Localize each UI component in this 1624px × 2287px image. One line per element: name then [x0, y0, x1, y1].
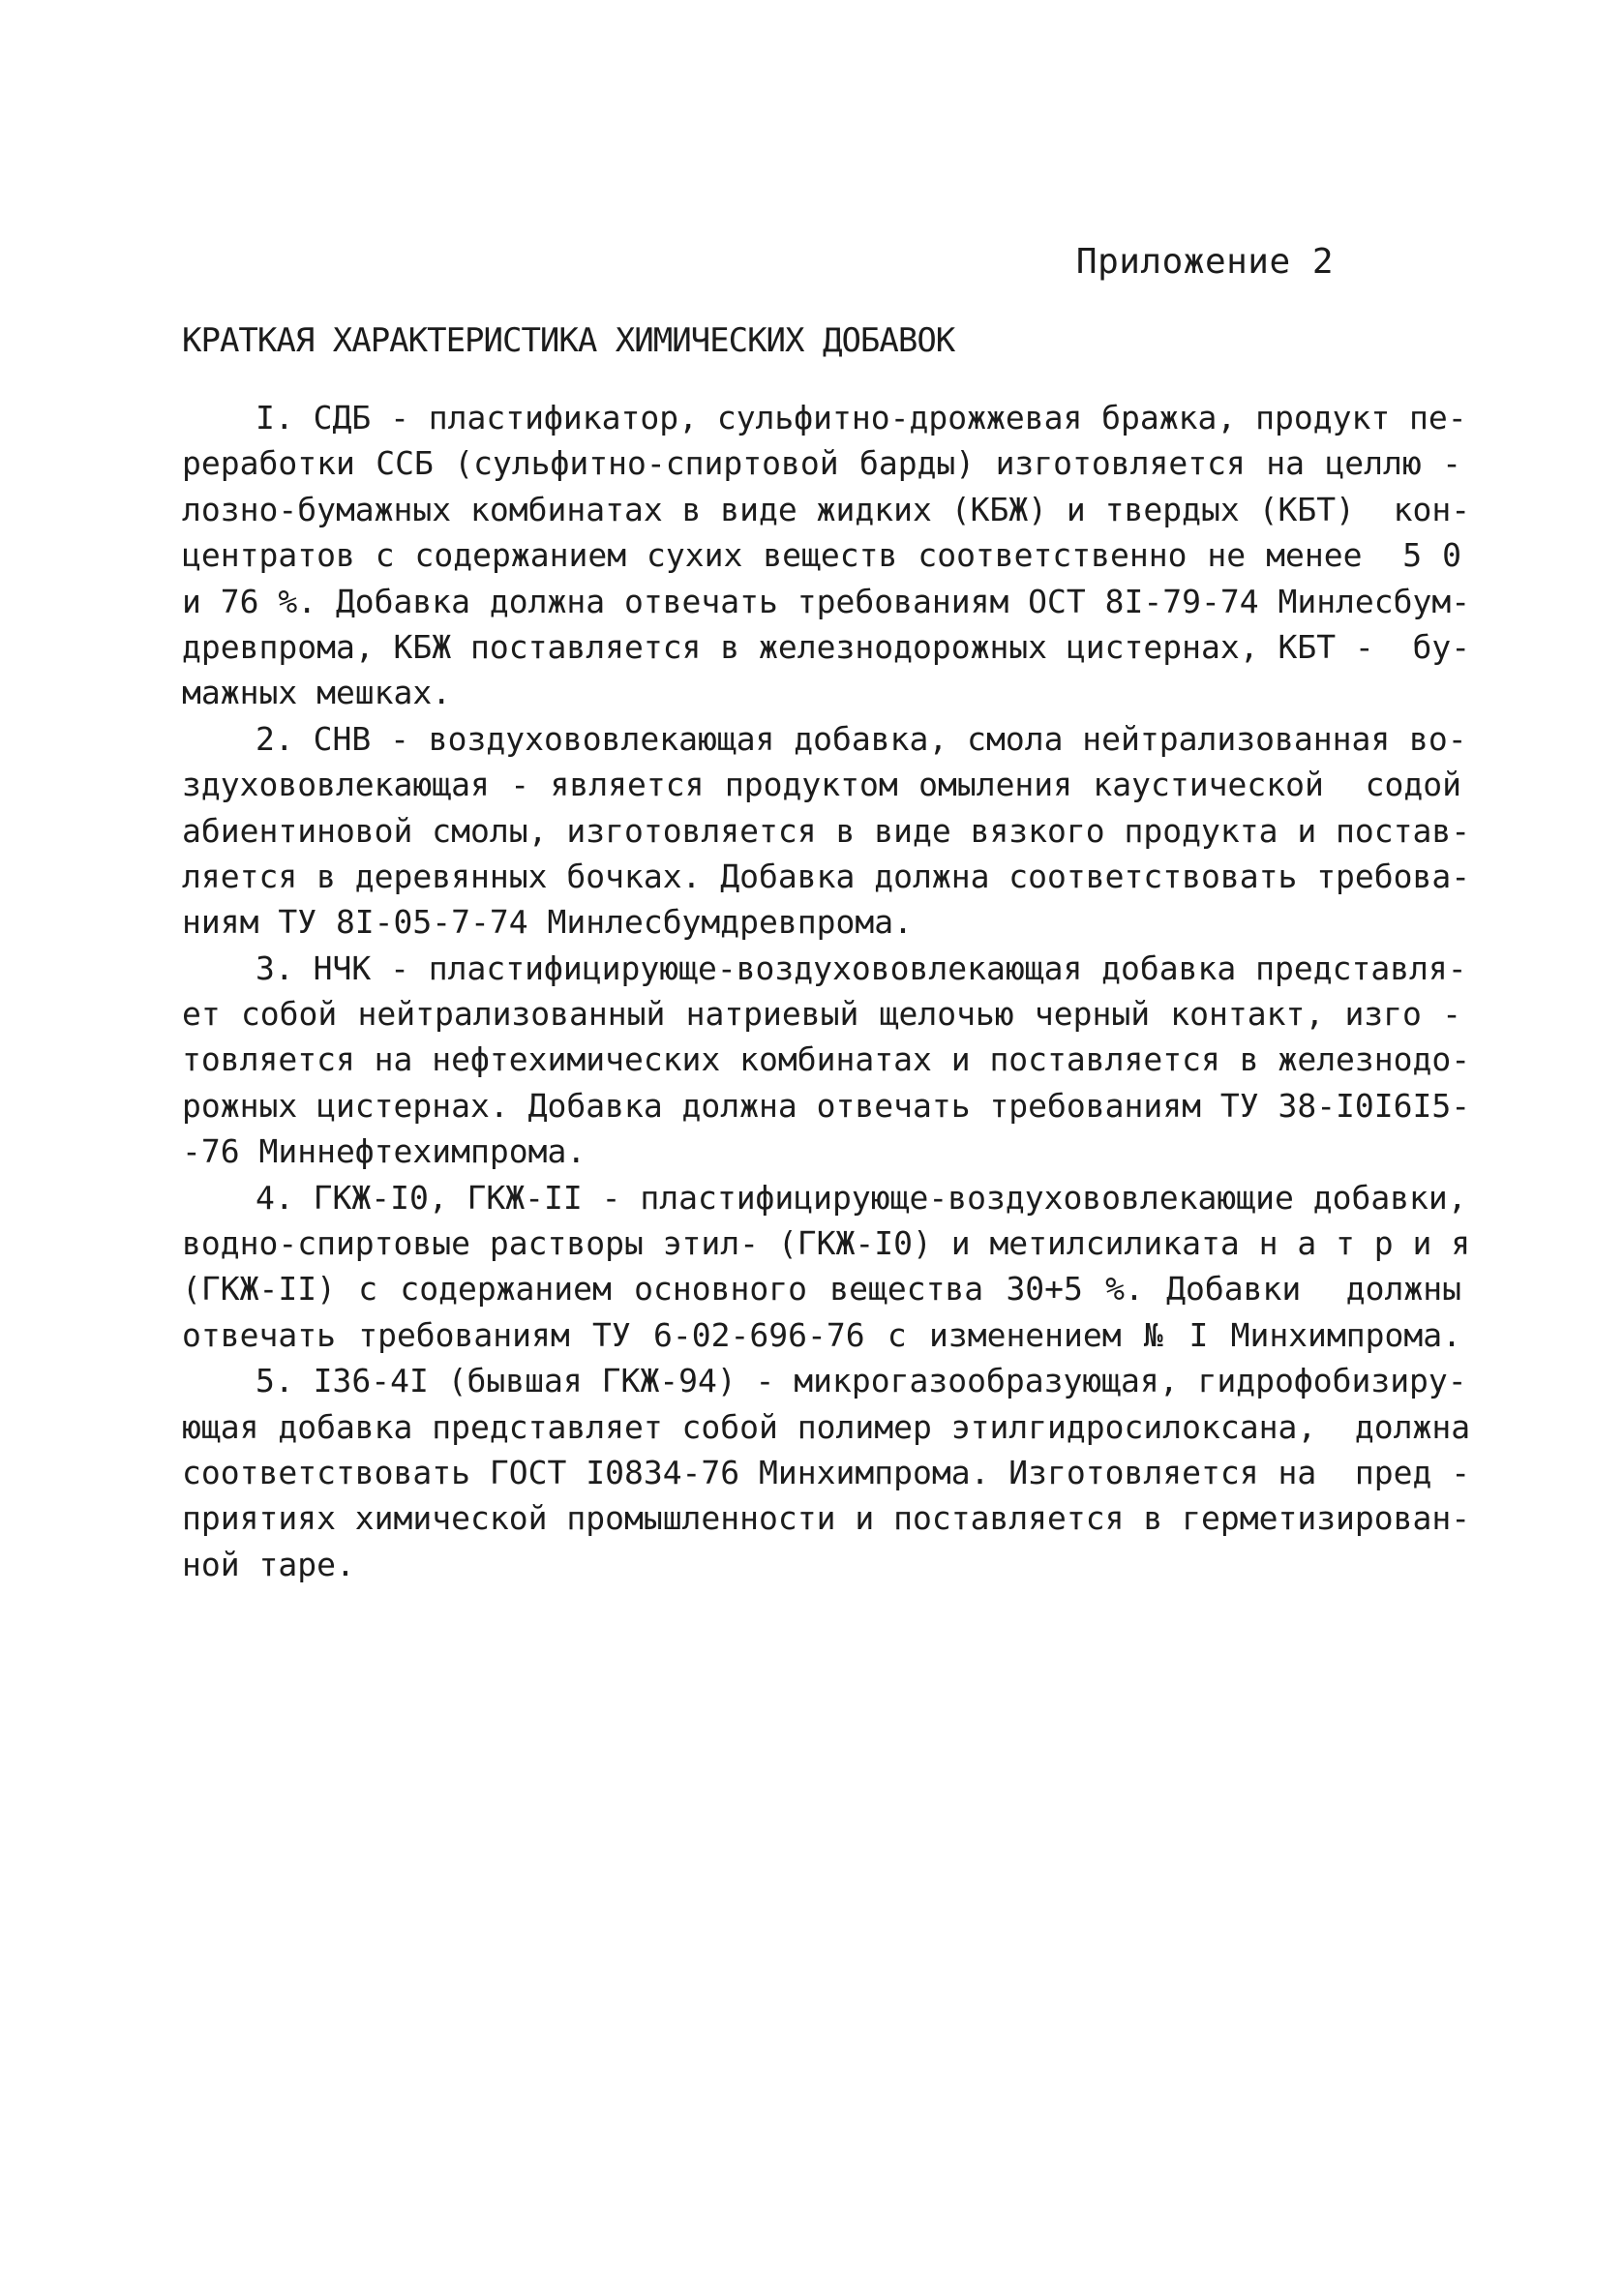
- paragraph-5: [182, 1358, 1471, 1587]
- text-line: здухововлекающая - является продуктом омыления каустической содой: [182, 766, 1461, 804]
- appendix-label: Приложение 2: [1075, 242, 1334, 282]
- document-title: КРАТКАЯ ХАРАКТЕРИСТИКА ХИМИЧЕСКИХ ДОБАВОК: [182, 321, 955, 360]
- text-line: 2. СНВ - воздухововлекающая добавка, смола нейтрализованная во-: [256, 719, 1467, 758]
- text-line: ной таре.: [182, 1545, 355, 1583]
- text-line: соответствовать ГОСТ I0834-76 Минхимпрома. Изготовляется на пред -: [182, 1453, 1471, 1491]
- text-line: водно-спиртовые растворы этил- (ГКЖ-I0) и метилсиликата н а т р и я: [182, 1224, 1471, 1263]
- paragraph-1: [182, 395, 1471, 716]
- text-line: 5. I36-4I (бывшая ГКЖ-94) - микрогазообразующая, гидрофобизиру-: [256, 1362, 1467, 1400]
- text-line: товляется на нефтехимических комбинатах и поставляется в железнодо-: [182, 1040, 1471, 1079]
- document-body: [182, 395, 1471, 1587]
- paragraph-4: [182, 1175, 1471, 1359]
- paragraph-3: [182, 946, 1471, 1175]
- text-line: отвечать требованиям ТУ 6-02-696-76 с изменением № I Минхимпрома.: [182, 1315, 1461, 1354]
- text-line: ниям ТУ 8I-05-7-74 Минлесбумдревпрома.: [182, 903, 913, 942]
- text-line: (ГКЖ-II) с содержанием основного вещества 30+5 %. Добавки должны: [182, 1270, 1461, 1309]
- text-line: реработки ССБ (сульфитно-спиртовой барды) изготовляется на целлю -: [182, 444, 1461, 483]
- text-line: древпрома, КБЖ поставляется в железнодорожных цистернах, КБТ - бу-: [182, 627, 1471, 666]
- text-line: ющая добавка представляет собой полимер этилгидросилоксана, должна: [182, 1407, 1471, 1446]
- text-line: 3. НЧК - пластифицирующе-воздухововлекающая добавка представля-: [256, 948, 1467, 987]
- text-line: 4. ГКЖ-I0, ГКЖ-II - пластифицирующе-воздухововлекающие добавки,: [256, 1178, 1467, 1217]
- text-line: и 76 %. Добавка должна отвечать требованиям ОСТ 8I-79-74 Минлесбум-: [182, 582, 1471, 620]
- paragraph-2: [182, 716, 1471, 946]
- text-line: мажных мешках.: [182, 674, 452, 712]
- text-line: ляется в деревянных бочках. Добавка должна соответствовать требова-: [182, 857, 1471, 895]
- text-line: -76 Миннефтехимпрома.: [182, 1132, 586, 1171]
- text-line: I. СДБ - пластификатор, сульфитно-дрожжевая бражка, продукт пе-: [256, 399, 1467, 436]
- text-line: рожных цистернах. Добавка должна отвечать требованиям ТУ 38-I0I6I5-: [182, 1086, 1471, 1125]
- text-line: абиентиновой смолы, изготовляется в виде вязкого продукта и постав-: [182, 811, 1471, 850]
- text-line: ет собой нейтрализованный натриевый щелочью черный контакт, изго -: [182, 995, 1461, 1034]
- text-line: центратов с содержанием сухих веществ соответственно не менее 5 0: [182, 536, 1461, 575]
- text-line: приятиях химической промышленности и поставляется в герметизирован-: [182, 1499, 1471, 1538]
- text-line: лозно-бумажных комбинатах в виде жидких (КБЖ) и твердых (КБТ) кон-: [182, 490, 1471, 528]
